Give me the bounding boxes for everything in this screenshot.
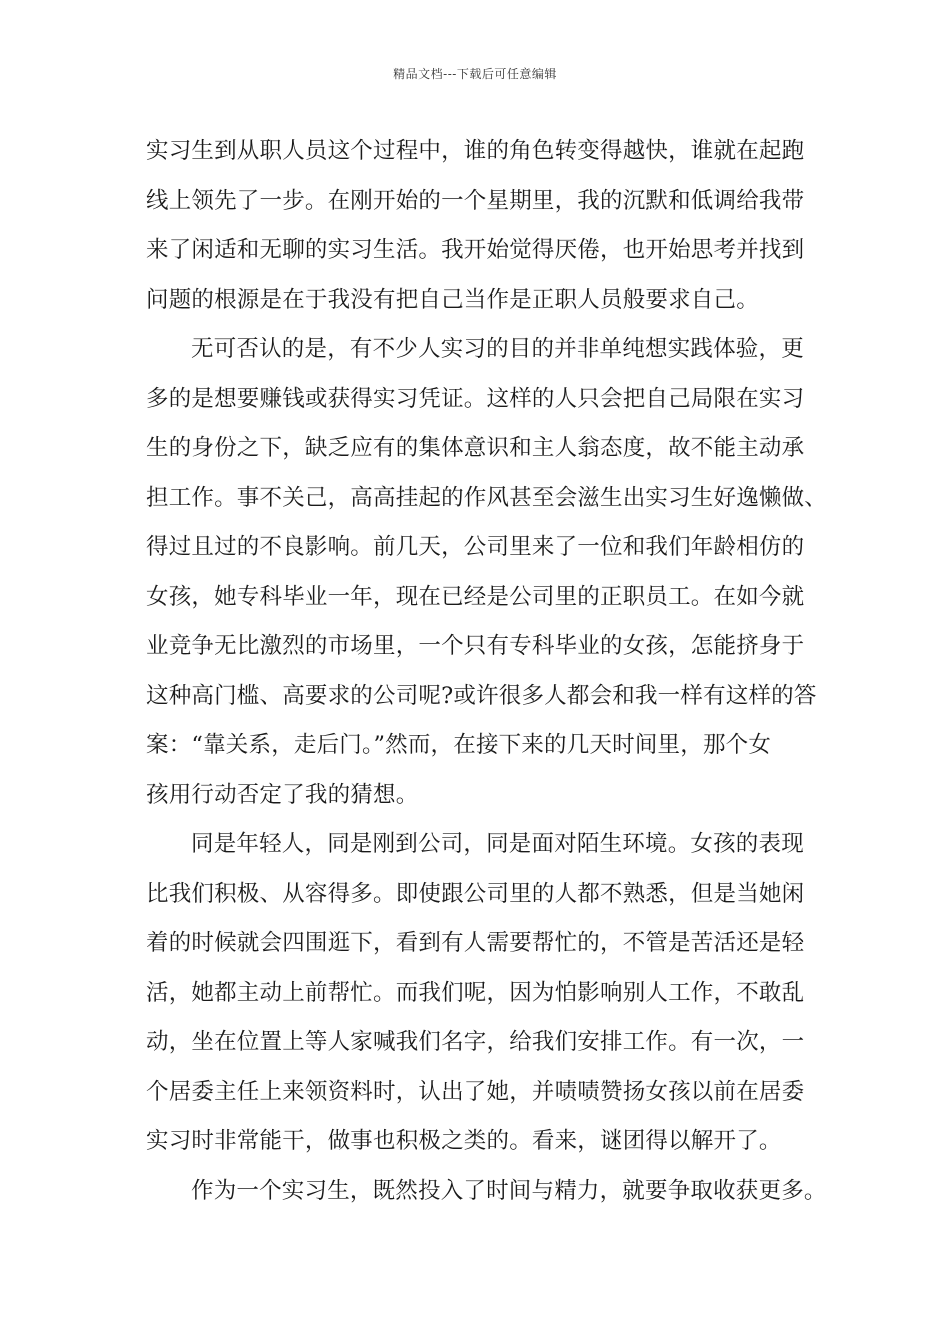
paragraph-2 — [146, 325, 828, 820]
text-line: 实习时非常能干，做事也积极之类的。看来，谜团得以解开了。 — [146, 1128, 782, 1154]
text-line: 实习生到从职人员这个过程中，谁的角色转变得越快，谁就在起跑 — [146, 138, 805, 164]
text-line: 来了闲适和无聊的实习生活。我开始觉得厌倦，也开始思考并找到 — [146, 237, 805, 263]
text-line: 孩用行动否定了我的猜想。 — [146, 781, 419, 808]
text-line: 作为一个实习生，既然投入了时间与精力，就要争取收获更多。 — [191, 1177, 827, 1204]
text-line: 多的是想要赚钱或获得实习凭证。这样的人只会把自己局限在实习 — [146, 385, 805, 412]
text-line: 这种高门槛、高要求的公司呢?或许很多人都会和我一样有这样的答 — [146, 682, 817, 709]
text-line: 比我们积极、从容得多。即使跟公司里的人都不熟悉，但是当她闲 — [146, 880, 805, 907]
text-line: 活，她都主动上前帮忙。而我们呢，因为怕影响别人工作，不敢乱 — [146, 979, 805, 1006]
paragraph-1 — [146, 127, 818, 325]
page-header: 精品文档---下载后可任意编辑 — [393, 67, 557, 81]
text-line: 同是年轻人，同是刚到公司，同是面对陌生环境。女孩的表现 — [191, 831, 804, 857]
text-line: 线上领先了一步。在刚开始的一个星期里，我的沉默和低调给我带 — [146, 187, 805, 214]
text-line: 无可否认的是，有不少人实习的目的并非单纯想实践体验，更 — [191, 336, 804, 362]
text-line: 生的身份之下，缺乏应有的集体意识和主人翁态度，故不能主动承 — [146, 435, 805, 461]
text-line: 女孩，她专科毕业一年，现在已经是公司里的正职员工。在如今就 — [146, 583, 805, 610]
text-line: 业竞争无比激烈的市场里，一个只有专科毕业的女孩，怎能挤身于 — [146, 633, 805, 659]
text-line: 个居委主任上来领资料时，认出了她，并啧啧赞扬女孩以前在居委 — [146, 1078, 805, 1105]
document-body — [146, 127, 828, 1216]
text-line: 着的时候就会四围逛下，看到有人需要帮忙的，不管是苦活还是轻 — [146, 930, 805, 956]
text-line: 案：“靠关系，走后门。”然而，在接下来的几天时间里，那个女 — [146, 732, 772, 758]
text-line: 得过且过的不良影响。前几天，公司里来了一位和我们年龄相仿的 — [146, 534, 805, 560]
paragraph-3 — [146, 820, 818, 1167]
text-line: 担工作。事不关己，高高挂起的作风甚至会滋生出实习生好逸懒做、 — [146, 484, 828, 511]
paragraph-4 — [146, 1167, 827, 1217]
text-line: 动，坐在位置上等人家喊我们名字，给我们安排工作。有一次，一 — [146, 1029, 805, 1055]
text-line: 问题的根源是在于我没有把自己当作是正职人员般要求自己。 — [146, 286, 759, 313]
